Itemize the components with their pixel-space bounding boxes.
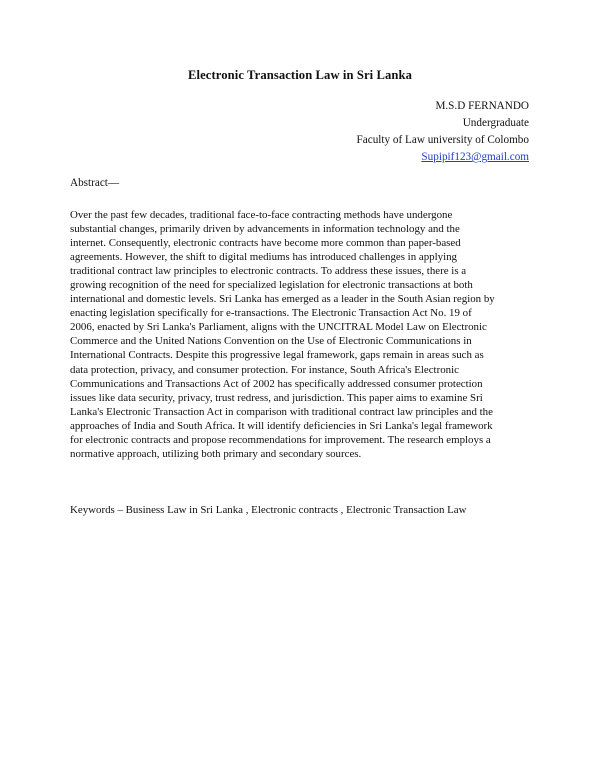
abstract-line: issues like data security, privacy, trust redress, and jurisdiction. This paper aims to examine Sri: [70, 391, 483, 404]
abstract-line: growing recognition of the need for specialized legislation for electronic transactions at both: [70, 279, 473, 292]
abstract-line: for electronic contracts and propose recommendations for improvement. The research employs a: [70, 433, 491, 446]
abstract-line: international and domestic levels. Sri Lanka has emerged as a leader in the South Asian region by: [70, 293, 495, 306]
abstract-line: normative approach, utilizing both primary and secondary sources.: [70, 447, 362, 460]
keywords-line: Keywords – Business Law in Sri Lanka , Electronic contracts , Electronic Transaction Law: [70, 504, 467, 516]
author-block: [357, 98, 529, 166]
abstract-line: 2006, enacted by Sri Lanka's Parliament, aligns with the UNCITRAL Model Law on Electronic: [70, 321, 487, 334]
abstract-body: [70, 208, 534, 461]
abstract-line: traditional contract law principles to electronic contracts. To address these issues, there is a: [70, 265, 467, 278]
abstract-line: enacting legislation specifically for e-transactions. The Electronic Transaction Act No. 19 of: [70, 307, 472, 320]
author-role: Undergraduate: [462, 117, 529, 129]
paper-title: Electronic Transaction Law in Sri Lanka: [188, 68, 412, 82]
abstract-line: approaches of India and South Africa. It will identify deficiencies in Sri Lanka's legal framework: [70, 419, 493, 432]
author-email-link[interactable]: Supipif123@gmail.com: [421, 151, 529, 163]
abstract-line: internet. Consequently, electronic contracts have become more common than paper-based: [70, 237, 461, 250]
abstract-heading: Abstract—: [70, 177, 120, 189]
abstract-line: agreements. However, the shift to digital mediums has introduced challenges in applying: [70, 251, 457, 264]
abstract-line: data protection, privacy, and consumer protection. For instance, South Africa's Electronic: [70, 363, 459, 376]
abstract-line: Over the past few decades, traditional face-to-face contracting methods have undergone: [70, 209, 453, 221]
author-name: M.S.D FERNANDO: [435, 100, 529, 112]
abstract-line: substantial changes, primarily driven by advancements in information technology and the: [70, 223, 460, 236]
abstract-line: Lanka's Electronic Transaction Act in comparison with traditional contract law principles and the: [70, 405, 493, 418]
abstract-line: Communications and Transactions Act of 2002 has specifically addressed consumer protection: [70, 377, 483, 390]
abstract-line: International Contracts. Despite this progressive legal framework, gaps remain in areas such as: [70, 349, 484, 362]
abstract-line: Commerce and the United Nations Convention on the Use of Electronic Communications in: [70, 335, 472, 348]
author-affiliation: Faculty of Law university of Colombo: [356, 134, 529, 146]
